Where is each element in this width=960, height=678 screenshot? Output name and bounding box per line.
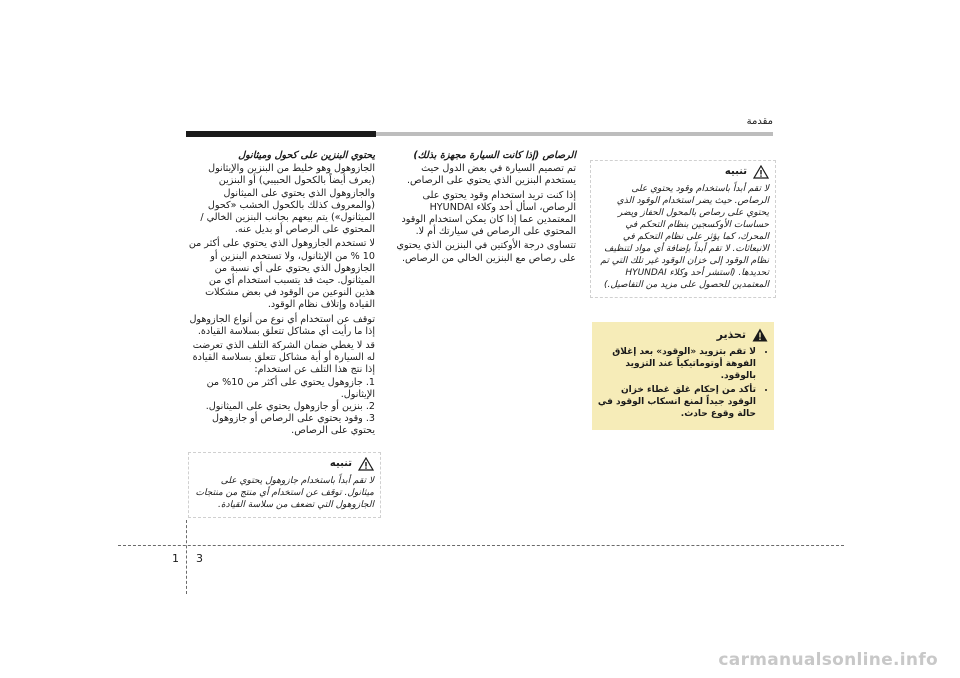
warning-item: • تأكد من إحكام غلق غطاء خزان الوقود جيداً لمنع انسكاب الوقود في حالة وقوع حادث. — [596, 384, 756, 420]
methanol-heading: يحتوي البنزين على كحول وميثانول — [238, 150, 375, 161]
list-item: 2. بنزين أو جازوهول يحتوي على الميثانول. — [205, 401, 375, 413]
header-rule-accent — [186, 131, 376, 137]
caution-triangle-icon — [358, 457, 374, 471]
paragraph: تم تصميم السيارة في بعض الدول حيث يستخدم البنزين الذي يحتوي على الرصاص. — [406, 163, 576, 187]
warning-triangle-icon — [752, 328, 768, 342]
paragraph: تتساوى درجة الأوكتين في البنزين الذي يحتوي على رصاص مع البنزين الخالي من الرصاص. — [396, 240, 576, 264]
notice-title: تنبيه — [724, 166, 747, 177]
notice-text: لا تقم أبداً باستخدام وقود يحتوي على الرصاص. حيث يضر استخدام الوقود الذي يحتوي على رصاص بالمحول الحفاز ويضر حساسات الأوكسجين بنظام التحكم في المحرك، كما يؤثر على نظام التحكم في الانبعاثات. لا تقم أبداً بإضافة أي مواد لتنظيف نظام الوقود إلى خزان الوقود غير تلك التي تم تحديدها. (استشر أحد وكلاء HYUNDAI المعتمدين للحصول على مزيد من التفاصيل.) — [600, 184, 769, 290]
paragraph: إذا كنت تريد استخدام وقود يحتوي على الرصاص، اسأل أحد وكلاء HYUNDAI المعتمدين عما إذا كان يمكن استخدام الوقود المحتوي على الرصاص في سيارتك أم لا. — [401, 189, 576, 238]
paragraph: الجازوهول وهو خليط من البنزين والإيثانول (يعرف أيضاً بالكحول الحبيبي) أو البنزين والجازوهول الذي يحتوي على الميثانول (والمعروف كذلك بالكحول الخشب «كحول الميثانول») يتم بيعهم بجانب البنزين الخالي / المحتوي على الرصاص أو بديل عنه. — [200, 163, 375, 236]
paragraph: لا تستخدم الجازوهول الذي يحتوي على أكثر من 10 % من الإيثانول، ولا تستخدم البنزين أو الجازوهول الذي يحتوي على أي نسبة من الميثانول. حيث قد يتسبب استخدام أي من هذين النوعين من الوقود في بعض مشكلات القيادة وإتلاف نظام الوقود. — [188, 238, 375, 311]
list-item: 3. وقود يحتوي على الرصاص أو جازوهول يحتوي على الرصاص. — [212, 413, 375, 437]
warning-refuel — [592, 322, 774, 430]
page-number: 3 — [196, 552, 203, 565]
notice-lead-fuel — [590, 160, 776, 298]
warning-title: تحذير — [716, 328, 746, 341]
notice-methanol — [188, 452, 381, 518]
lead-heading: الرصاص (إذا كانت السيارة مجهزة بذلك) — [413, 150, 576, 161]
notice-title: تنبيه — [329, 458, 352, 469]
column-lead — [390, 150, 576, 265]
watermark: carmanualsonline.info — [718, 650, 938, 670]
chapter-number: 1 — [172, 552, 179, 565]
paragraph: قد لا يغطي ضمان الشركة التلف الذي تعرضت له السيارة أو أية مشاكل تتعلق بسلاسة القيادة إذا نتج هذا التلف عن استخدام: — [192, 340, 375, 376]
column-methanol — [188, 150, 375, 438]
fuel-list — [188, 377, 375, 438]
caution-triangle-icon — [753, 165, 769, 179]
footer-divider — [186, 520, 187, 594]
notice-text: لا تقم أبداً باستخدام جازوهول يحتوي على ميثانول. توقف عن استخدام أي منتج من منتجات الجازوهول التي تضعف من سلاسة القيادة. — [195, 476, 374, 510]
warning-list — [596, 346, 768, 420]
footer-rule — [118, 545, 844, 546]
list-item: 1. جازوهول يحتوي على أكثر من 10% من الإيثانول. — [206, 376, 375, 400]
warning-item: • لا تقم بتزويد «الوقود» بعد إغلاق الفوهة أوتوماتيكياً عند التزويد بالوقود. — [596, 346, 756, 382]
paragraph: توقف عن استخدام أي نوع من أنواع الجازوهول إذا ما رأيت أي مشاكل تتعلق بسلاسة القيادة. — [189, 313, 375, 337]
section-title: مقدمة — [746, 116, 773, 127]
